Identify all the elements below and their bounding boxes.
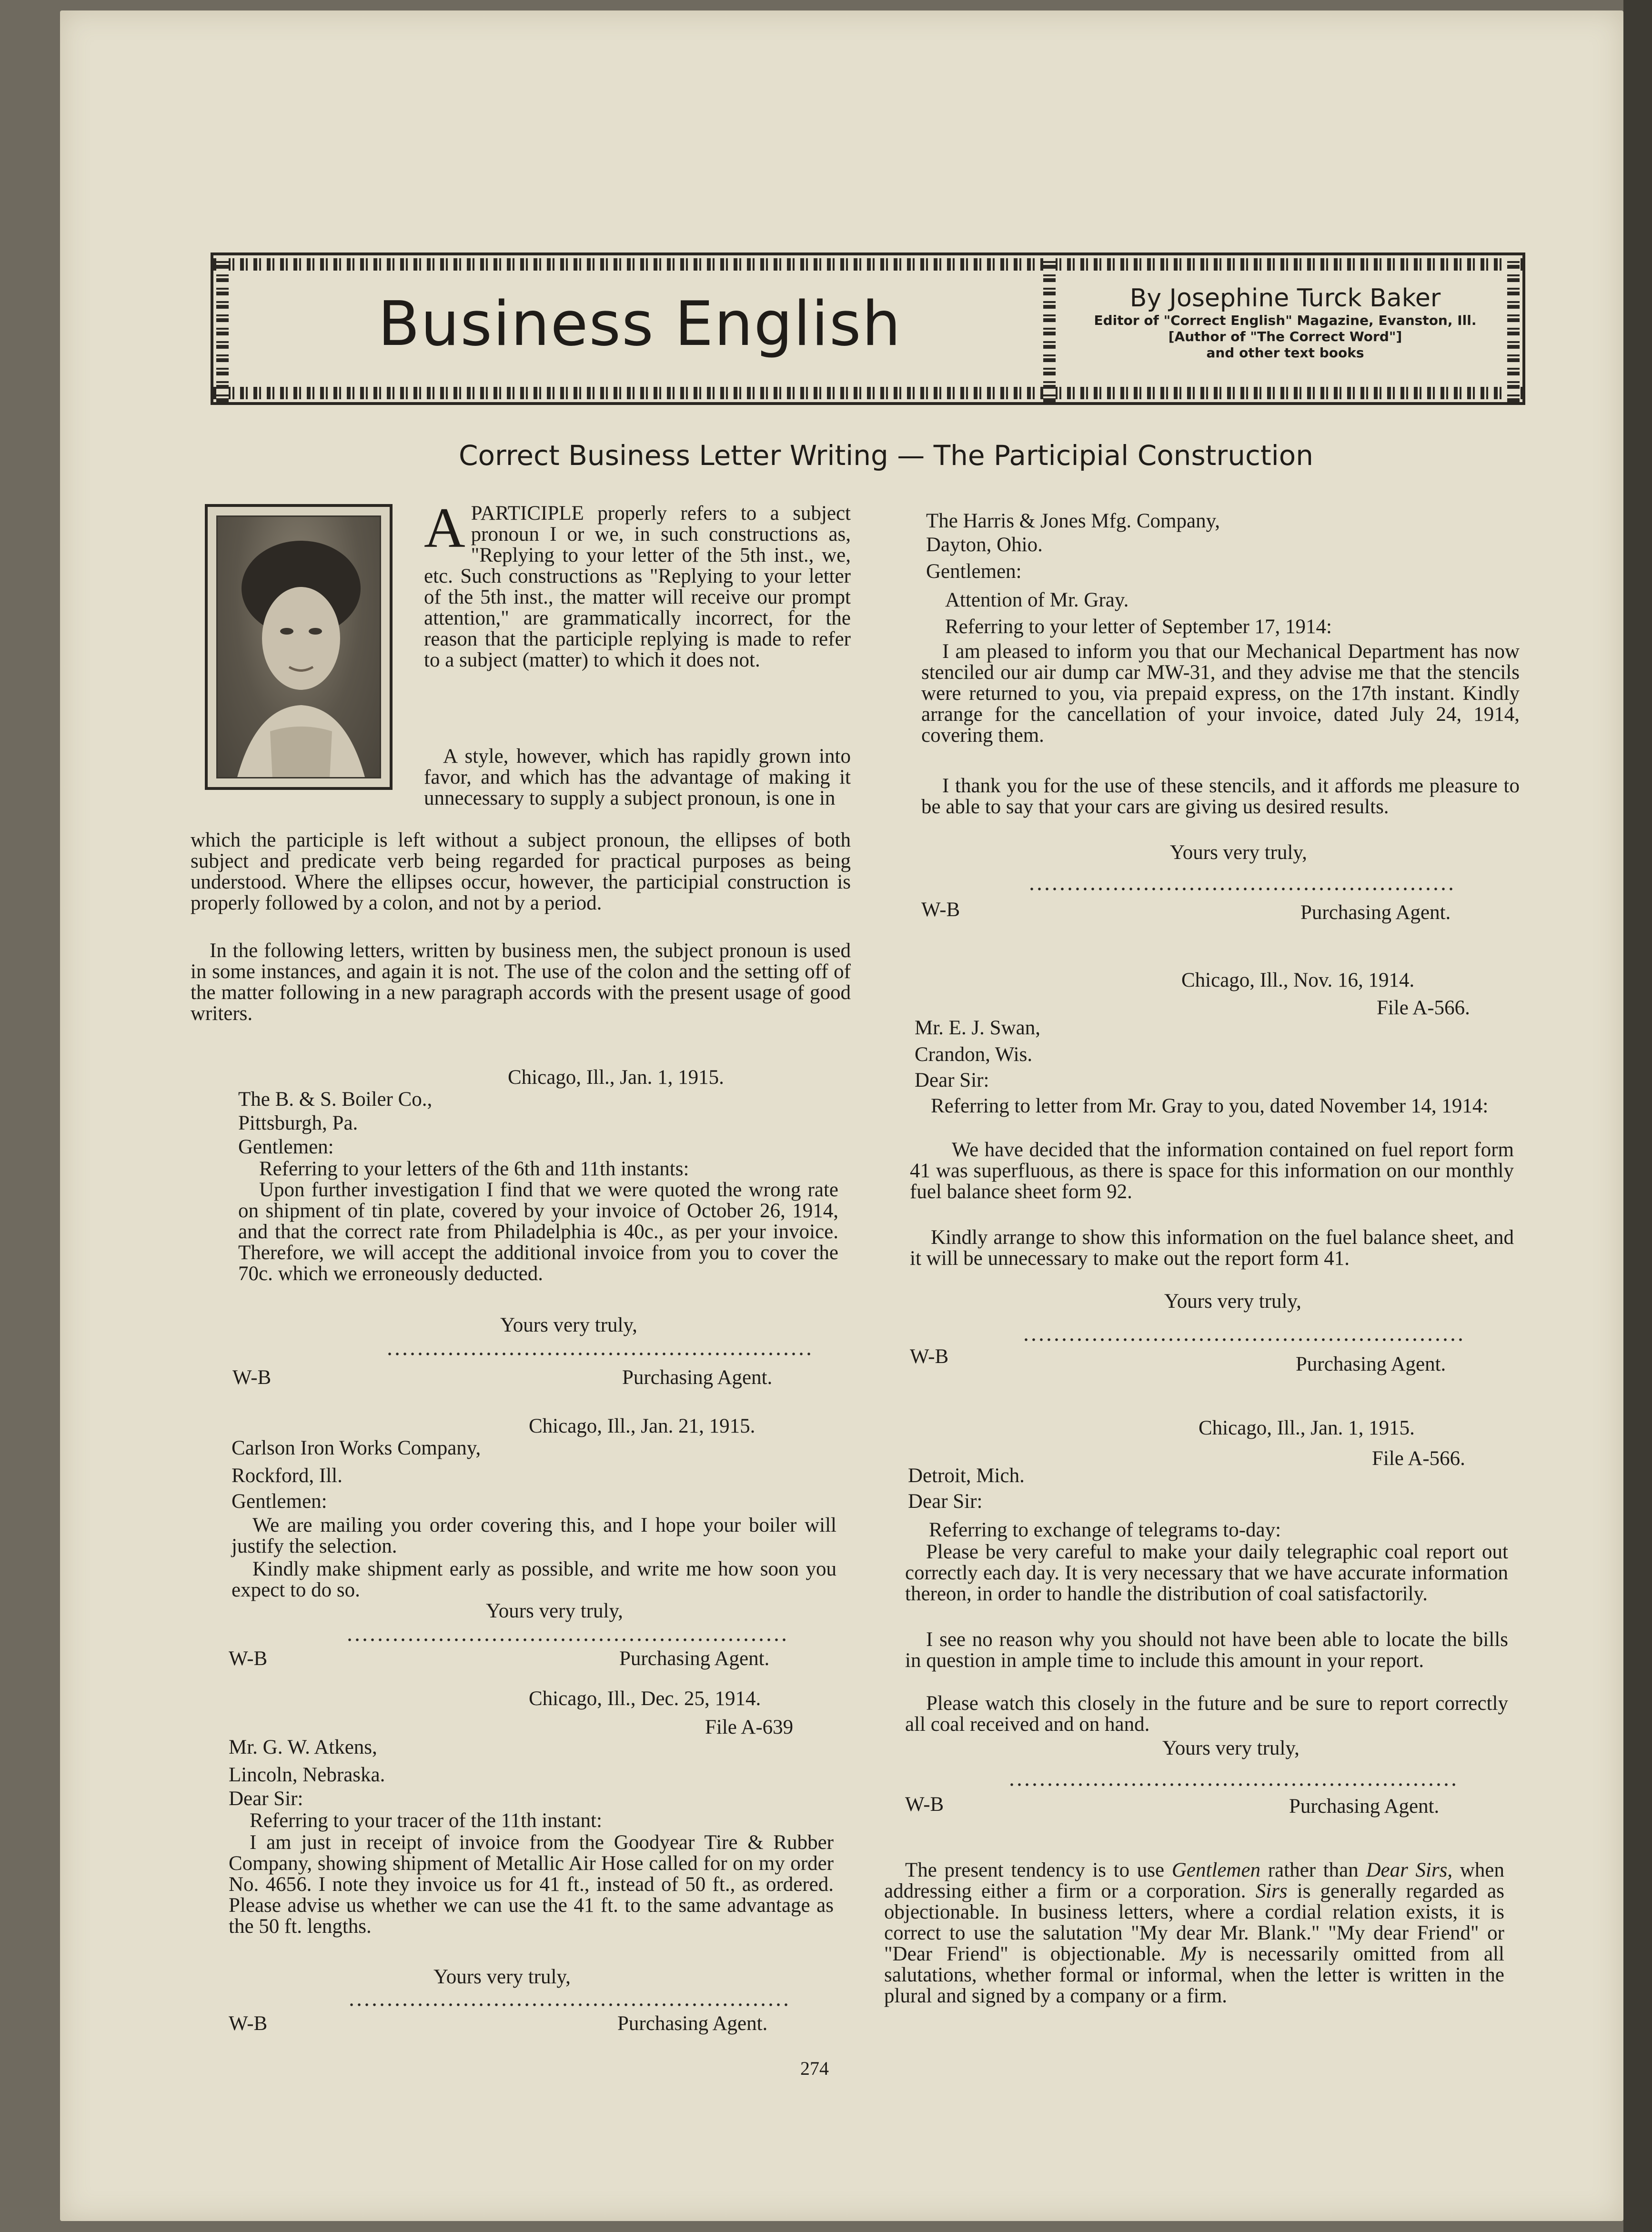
letter-5-signer-title: Purchasing Agent. (1296, 1353, 1446, 1375)
letter-6-address-1: Detroit, Mich. (908, 1464, 1025, 1487)
letter-3-initials: W-B (229, 2012, 268, 2035)
letter-5-date: Chicago, Ill., Nov. 16, 1914. (1181, 969, 1415, 991)
drop-cap: A (424, 496, 465, 559)
letter-4-body-2: I thank you for the use of these stencils, and it affords me pleasure to be able to say that your cars are giving us desired results. (921, 775, 1520, 818)
letter-6-signer-title: Purchasing Agent. (1289, 1795, 1440, 1818)
letter-6-closing: Yours very truly, (1162, 1737, 1299, 1759)
letter-3-file: File A-639 (705, 1716, 794, 1738)
intro-paragraph-1 (424, 496, 851, 671)
letter-1-initials: W-B (232, 1366, 272, 1389)
letter-5-address-2: Crandon, Wis. (915, 1043, 1033, 1066)
letter-4-closing: Yours very truly, (1170, 841, 1307, 864)
letter-2-address-2: Rockford, Ill. (232, 1464, 342, 1487)
letter-6-signature-line (1008, 1783, 1458, 1787)
letter-1-address-2: Pittsburgh, Pa. (238, 1112, 358, 1134)
ornamental-border-top (213, 258, 1522, 271)
letter-5-file: File A-566. (1377, 997, 1470, 1019)
letter-1-salutation: Gentlemen: (238, 1136, 334, 1158)
letter-6-body-1: Please be very careful to make your daily telegraphic coal report out correctly each day. It is very necessary that we have accurate information thereon, in order to handle the distribution of coal satisfactorily. (905, 1541, 1508, 1605)
letter-2-signer-title: Purchasing Agent. (619, 1647, 770, 1670)
letter-1-signer-title: Purchasing Agent. (622, 1366, 773, 1389)
letter-4-initials: W-B (921, 899, 960, 921)
article-subtitle: Correct Business Letter Writing — The Participial Construction (458, 439, 1313, 472)
letter-6-body-3: Please watch this closely in the future and be sure to report correctly all coal received and on hand. (905, 1692, 1508, 1736)
portrait-image (216, 515, 381, 778)
letter-4-body-1: I am pleased to inform you that our Mechanical Department has now stenciled our air dump car MW-31, and they advise me that the stencils were returned to you, via prepaid express, on the 17th instant. Kindly arrange for the cancellation of your invoice, dated July 24, 1914, covering them. (921, 640, 1520, 747)
letter-5-salutation: Dear Sir: (915, 1069, 989, 1091)
letter-2-initials: W-B (229, 1647, 268, 1670)
editor-line: Editor of "Correct English" Magazine, Evanston, Ill. (1094, 313, 1477, 328)
letter-1-address-1: The B. & S. Boiler Co., (238, 1088, 433, 1111)
letter-2-address-1: Carlson Iron Works Company, (232, 1437, 481, 1459)
author-portrait (205, 504, 393, 790)
letter-2-date: Chicago, Ill., Jan. 21, 1915. (529, 1415, 755, 1437)
portrait-illustration (218, 517, 380, 778)
ornamental-border-right (1507, 255, 1520, 402)
letter-4-attention: Attention of Mr. Gray. (945, 589, 1129, 611)
letter-2-signature-line (346, 1638, 789, 1642)
letter-6-initials: W-B (905, 1793, 944, 1816)
intro-paragraph-2a: A style, however, which has rapidly grown into favor, and which has the advantage of making it unnecessary to supply a subject pronoun, is one in (424, 745, 851, 809)
letter-5-signature-line (1022, 1338, 1465, 1342)
letter-3-reference: Referring to your tracer of the 11th instant: (250, 1809, 602, 1832)
intro-paragraph-3: In the following letters, written by business men, the subject pronoun is used in some instances, and again it is not. The use of the colon and the setting off of the matter following in a new paragraph accords with the present usage of good writers. (191, 939, 851, 1025)
letter-3-address-1: Mr. G. W. Atkens, (229, 1736, 377, 1758)
letter-2-body-1: We are mailing you order covering this, and I hope your boiler will justify the selection. (232, 1514, 836, 1557)
closing-note: The present tendency is to use Gentlemen rather than Dear Sirs, when addressing either a firm or a corporation. Sirs is generally regarded as objectionable. In business letters, where a cordial relation exists, it is correct to use the salutation "My dear Mr. Blank." "My dear Friend" or "Dear Friend" is objectionable. My is necessarily omitted from all salutations, whether formal or informal, when the letter is written in the plural and signed by a company or a firm. (884, 1859, 1504, 2007)
letter-3-closing: Yours very truly, (433, 1966, 571, 1988)
letter-5-body-2: Kindly arrange to show this information on the fuel balance sheet, and it will be unnecessary to make out the report form 41. (910, 1226, 1514, 1270)
letter-3-body: I am just in receipt of invoice from the Goodyear Tire & Rubber Company, showing shipment of Metallic Air Hose called for on my order No. 4656. I note they invoice us for 41 ft., instead of 50 ft., as ordered. Please advise us whether we can use the 41 ft. to the same advantage as the 50 ft. lengths. (229, 1831, 834, 1938)
letter-5-closing: Yours very truly, (1164, 1290, 1301, 1313)
letter-1-date: Chicago, Ill., Jan. 1, 1915. (508, 1066, 724, 1089)
author-name: By Josephine Turck Baker (1129, 284, 1441, 313)
letter-1-signature-line (386, 1352, 815, 1356)
letter-6-body-2: I see no reason why you should not have been able to locate the bills in question in ample time to include this amount in your report. (905, 1628, 1508, 1672)
column-title: Business English (378, 289, 902, 360)
letter-3-address-2: Lincoln, Nebraska. (229, 1764, 385, 1786)
letter-5-body-1: We have decided that the information contained on fuel report form 41 was superfluous, as there is space for this information on our monthly fuel balance sheet form 92. (910, 1139, 1514, 1203)
letter-1-reference: Referring to your letters of the 6th and 11th instants: (259, 1158, 689, 1180)
letter-4-salutation: Gentlemen: (926, 560, 1022, 583)
letter-5-address-1: Mr. E. J. Swan, (915, 1017, 1040, 1039)
letter-4-address-1: The Harris & Jones Mfg. Company, (926, 510, 1220, 532)
intro-paragraph-2b: which the participle is left without a subject pronoun, the ellipses of both subject and predicate verb being regarded for practical purposes as being understood. Where the ellipses occur, however, the participial construction is properly followed by a colon, and not by a period. (191, 829, 851, 914)
facing-page-edge (1623, 0, 1652, 2232)
page-number: 274 (800, 2058, 829, 2079)
letter-3-signer-title: Purchasing Agent. (617, 2012, 768, 2035)
letter-3-signature-line (348, 2003, 788, 2007)
ornamental-divider (1043, 255, 1056, 402)
letter-2-salutation: Gentlemen: (232, 1490, 327, 1513)
ornamental-border-bottom (213, 387, 1522, 399)
letter-6-file: File A-566. (1372, 1447, 1465, 1470)
letter-2-body-2: Kindly make shipment early as possible, and write me how soon you expect to do so. (232, 1558, 836, 1601)
letter-2-closing: Yours very truly, (486, 1600, 623, 1622)
letter-5-reference: Referring to letter from Mr. Gray to you, dated November 14, 1914: (931, 1095, 1489, 1117)
letter-3-date: Chicago, Ill., Dec. 25, 1914. (529, 1687, 761, 1710)
letter-4-address-2: Dayton, Ohio. (926, 534, 1043, 556)
letter-4-reference: Referring to your letter of September 17, 1914: (945, 616, 1332, 638)
header-banner (211, 252, 1525, 405)
author-of-line: [Author of "The Correct Word"] (1168, 329, 1402, 344)
letter-1-closing: Yours very truly, (500, 1314, 637, 1336)
letter-3-salutation: Dear Sir: (229, 1788, 303, 1810)
letter-1-body: Upon further investigation I find that we were quoted the wrong rate on shipment of tin plate, covered by your invoice of October 26, 1914, and that the correct rate from Philadelphia is 40c., as per your invoice. Therefore, we will accept the additional invoice from you to cover the 70c. which we erroneously deducted. (238, 1179, 838, 1285)
letter-4-signer-title: Purchasing Agent. (1300, 901, 1451, 924)
letter-6-salutation: Dear Sir: (908, 1490, 983, 1513)
other-books-line: and other text books (1206, 345, 1364, 361)
intro-paragraph-1-text: PARTICIPLE properly refers to a subject pronoun I or we, in such constructions as, "Replying to your letter of the 5th inst., we, etc. Such constructions as "Replying to your letter of the 5th inst., the matter will receive our prompt attention," are grammatically incorrect, for the reason that the participle replying is made to refer to a subject (matter) to which it does not. (424, 502, 851, 671)
byline (1071, 284, 1500, 361)
letter-4-signature-line (1028, 887, 1457, 891)
letter-5-initials: W-B (910, 1345, 949, 1368)
ornamental-border-left (216, 255, 229, 402)
letter-6-date: Chicago, Ill., Jan. 1, 1915. (1199, 1417, 1415, 1439)
letter-6-reference: Referring to exchange of telegrams to-day: (929, 1519, 1281, 1541)
